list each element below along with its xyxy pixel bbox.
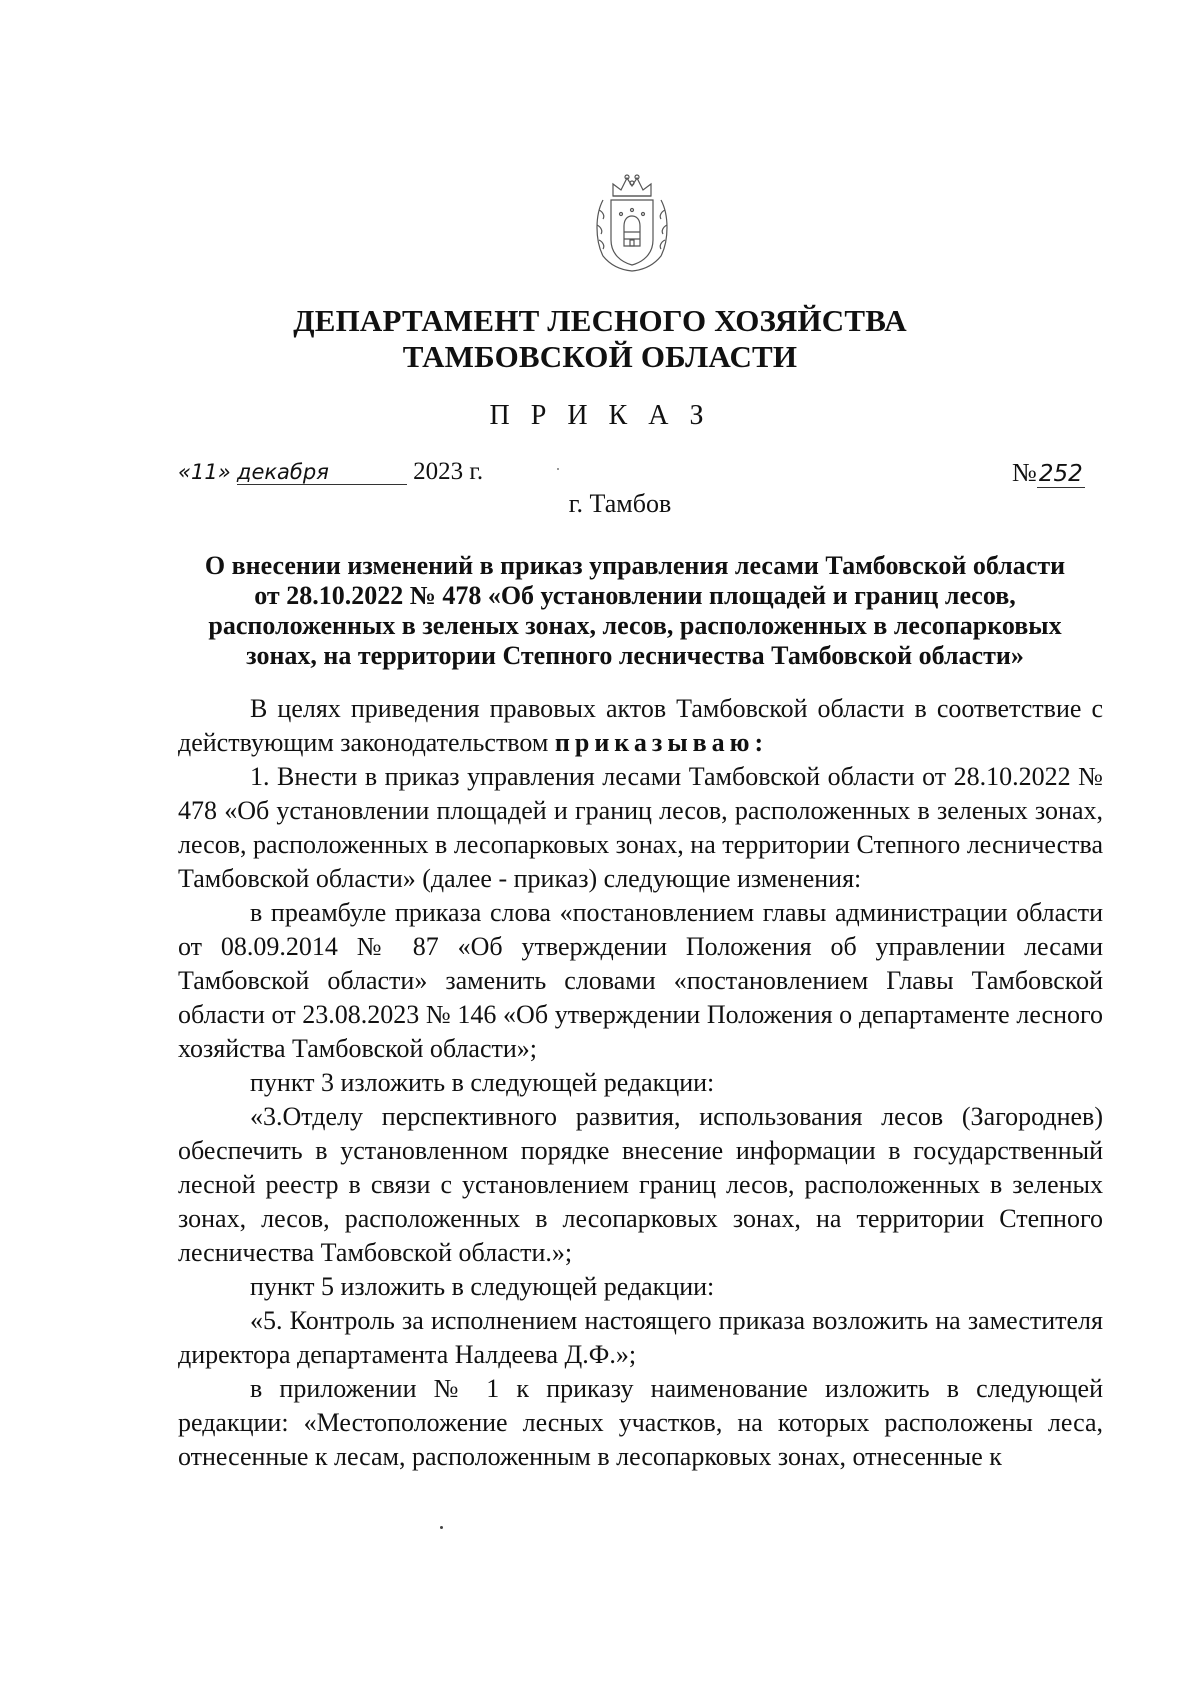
date-close-quote: » xyxy=(217,460,231,484)
heading-line2: от 28.10.2022 № 478 «Об установлении площадей и границ лесов, xyxy=(254,581,1016,610)
number-label: № xyxy=(1012,458,1037,487)
document-heading xyxy=(170,551,1100,671)
heading-line4: зонах, на территории Степного лесничества Тамбовской области» xyxy=(246,641,1024,670)
heading-line3: расположенных в зеленых зонах, лесов, расположенных в лесопарковых xyxy=(208,611,1062,640)
department-name xyxy=(0,303,1200,375)
department-name-line1: ДЕПАРТАМЕНТ ЛЕСНОГО ХОЗЯЙСТВА xyxy=(293,303,907,338)
body-paragraph-2: 1. Внести в приказ управления лесами Тамбовской области от 28.10.2022 № 478 «Об установлении площадей и границ лесов, расположенных в зеленых зонах, лесов, расположенных в лесопарковых зонах, на территории Степного лесничества Тамбовской области» (далее - приказ) следующие изменения: xyxy=(178,762,1103,893)
scan-speck xyxy=(557,468,559,470)
date-year: 2023 г. xyxy=(413,458,484,485)
department-name-line2: ТАМБОВСКОЙ ОБЛАСТИ xyxy=(402,339,798,374)
number-value: 252 xyxy=(1038,461,1083,487)
preamble-text: В целях приведения правовых актов Тамбовской области в соответствие с действующим законодательством xyxy=(178,694,1103,757)
document-body xyxy=(178,692,1103,1474)
body-paragraph-5: «3.Отделу перспективного развития, использования лесов (Загороднев) обеспечить в установленном порядке внесение информации в государственный лесной реестр в связи с установлением границ лесов, расположенных в зеленых зонах, лесов, расположенных в лесопарковых зонах, на территории Степного лесничества Тамбовской области.»; xyxy=(178,1102,1103,1267)
order-word: приказываю: xyxy=(554,728,769,757)
date-open-quote: « xyxy=(178,460,191,484)
city-name: г. Тамбов xyxy=(568,489,672,518)
document-date xyxy=(178,458,483,486)
date-month: декабря xyxy=(237,460,407,485)
document-number xyxy=(1012,458,1085,488)
body-paragraph-6: пункт 5 изложить в следующей редакции: xyxy=(250,1272,715,1301)
body-paragraph-8: в приложении № 1 к приказу наименование изложить в следующей редакции: «Местоположение лесных участков, на которых расположены леса, отнесенные к лесам, расположенным в лесопарковых зонах, отнесенные к xyxy=(178,1374,1103,1471)
coat-of-arms-emblem xyxy=(591,170,673,273)
body-paragraph-1 xyxy=(178,692,1103,760)
scan-speck xyxy=(440,1526,443,1529)
heading-line1: О внесении изменений в приказ управления лесами Тамбовской области xyxy=(204,551,1066,580)
body-paragraph-4: пункт 3 изложить в следующей редакции: xyxy=(250,1068,715,1097)
body-paragraph-3: в преамбуле приказа слова «постановлением главы администрации области от 08.09.2014 № 87 «Об утверждении Положения об управлении лесами Тамбовской области» заменить словами «постановлением Главы Тамбовской области от 23.08.2023 № 146 «Об утверждении Положения о департаменте лесного хозяйства Тамбовской области»; xyxy=(178,898,1103,1063)
body-paragraph-7: «5. Контроль за исполнением настоящего приказа возложить на заместителя директора департамента Налдеева Д.Ф.»; xyxy=(178,1306,1103,1369)
document-type-title: П Р И К А З xyxy=(489,400,711,431)
date-day: 11 xyxy=(190,460,218,484)
